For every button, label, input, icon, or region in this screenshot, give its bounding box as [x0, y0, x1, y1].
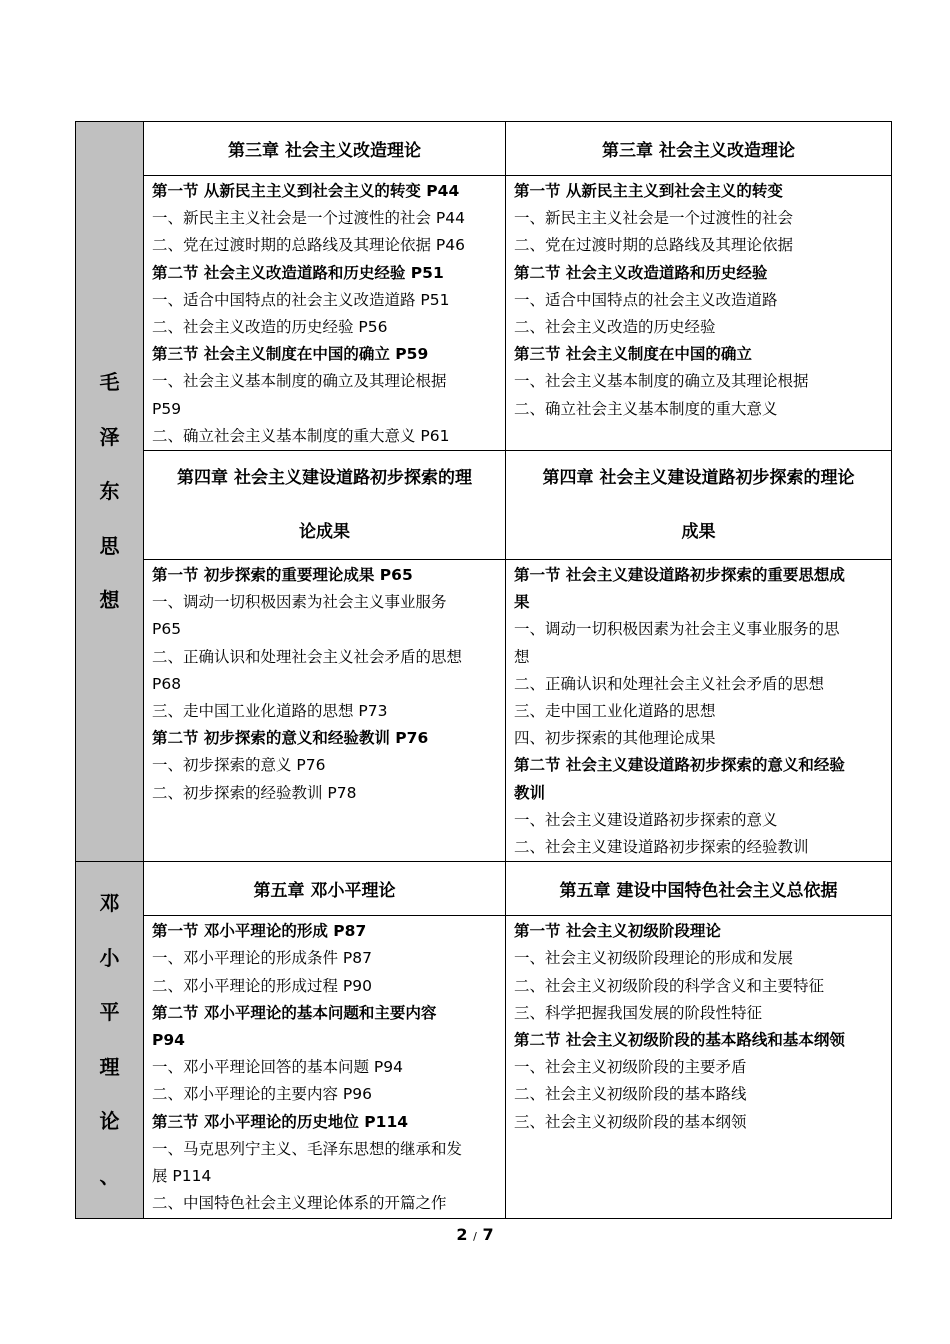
chapter3-right-content — [506, 176, 892, 451]
list-item: 二、社会主义初级阶段的科学含义和主要特征 — [514, 976, 825, 995]
list-item: 三、科学把握我国发展的阶段性特征 — [514, 1003, 763, 1022]
section-heading: 第二节 邓小平理论的基本问题和主要内容 — [152, 1003, 437, 1022]
section-heading: 第一节 社会主义建设道路初步探索的重要思想成 — [514, 566, 845, 585]
text-line: 成果 — [681, 522, 716, 543]
page-number — [0, 1225, 950, 1244]
list-item: 四、初步探索的其他理论成果 — [514, 729, 716, 748]
list-item: 一、社会主义初级阶段的主要矛盾 — [514, 1058, 747, 1077]
text-line: 邓 — [99, 891, 120, 916]
section-label-mao — [76, 122, 144, 862]
chapter4-left-title — [144, 451, 506, 560]
chapter-title-text: 第五章 邓小平理论 — [253, 881, 396, 902]
text-line: 东 — [99, 479, 120, 504]
list-item: 二、中国特色社会主义理论体系的开篇之作 — [152, 1194, 447, 1213]
outline-table — [75, 121, 892, 1219]
section-heading: P94 — [152, 1031, 185, 1050]
chapter5-right-title — [506, 862, 892, 916]
chapter3-left-title — [144, 122, 506, 176]
list-item: 想 — [514, 647, 530, 666]
list-item: 展 P114 — [152, 1167, 212, 1186]
list-item: 一、社会主义基本制度的确立及其理论根据 — [514, 372, 809, 391]
list-item: 一、社会主义初级阶段理论的形成和发展 — [514, 949, 794, 968]
chapter4-left-content — [144, 560, 506, 862]
list-item: 二、党在过渡时期的总路线及其理论依据 P46 — [152, 236, 465, 255]
list-item: 二、社会主义改造的历史经验 — [514, 318, 716, 337]
list-item: 二、社会主义改造的历史经验 P56 — [152, 318, 388, 337]
text-line: 想 — [99, 588, 120, 613]
text-line: 第四章 社会主义建设道路初步探索的理论 — [542, 468, 855, 489]
text-line: 平 — [99, 1000, 120, 1025]
list-item: P59 — [152, 399, 182, 418]
list-item: 二、社会主义建设道路初步探索的经验教训 — [514, 838, 809, 857]
text-line: 思 — [99, 533, 120, 558]
chapter-title-text: 第五章 建设中国特色社会主义总依据 — [559, 881, 838, 902]
section-heading: 教训 — [514, 783, 546, 802]
chapter4-right-title — [506, 451, 892, 560]
text-line: 毛 — [99, 370, 120, 395]
text-line: 论成果 — [299, 522, 350, 543]
list-item: 二、邓小平理论的主要内容 P96 — [152, 1085, 372, 1104]
list-item: 二、社会主义初级阶段的基本路线 — [514, 1085, 747, 1104]
list-item: 二、确立社会主义基本制度的重大意义 P61 — [152, 426, 450, 445]
section-heading: 第三节 邓小平理论的历史地位 P114 — [152, 1112, 409, 1131]
text-line: 、 — [99, 1163, 120, 1188]
text-line: 小 — [99, 945, 120, 970]
list-item: 二、正确认识和处理社会主义社会矛盾的思想 — [152, 647, 463, 666]
list-item: 一、邓小平理论回答的基本问题 P94 — [152, 1058, 403, 1077]
page-separator: / — [473, 1230, 477, 1243]
list-item: 二、党在过渡时期的总路线及其理论依据 — [514, 236, 794, 255]
list-item: 一、马克思列宁主义、毛泽东思想的继承和发 — [152, 1139, 463, 1158]
list-item: 二、初步探索的经验教训 P78 — [152, 783, 357, 802]
chapter-title-lines — [144, 451, 505, 559]
text-line: 理 — [99, 1054, 120, 1079]
section-heading: 第一节 初步探索的重要理论成果 P65 — [152, 566, 413, 585]
list-item: P68 — [152, 674, 182, 693]
list-item: 一、调动一切积极因素为社会主义事业服务的思 — [514, 620, 840, 639]
text-line: 第四章 社会主义建设道路初步探索的理 — [177, 468, 472, 489]
list-item: 一、初步探索的意义 P76 — [152, 756, 326, 775]
list-item: 二、确立社会主义基本制度的重大意义 — [514, 399, 778, 418]
section-heading: 第三节 社会主义制度在中国的确立 — [514, 345, 752, 364]
section-heading: 第一节 社会主义初级阶段理论 — [514, 922, 721, 941]
list-item: 一、调动一切积极因素为社会主义事业服务 — [152, 593, 447, 612]
chapter-title-text: 第三章 社会主义改造理论 — [602, 141, 795, 161]
section-heading: 第二节 初步探索的意义和经验教训 P76 — [152, 729, 429, 748]
chapter5-left-title — [144, 862, 506, 916]
list-item: 三、走中国工业化道路的思想 P73 — [152, 702, 388, 721]
list-item: 一、邓小平理论的形成条件 P87 — [152, 949, 372, 968]
chapter5-right-content — [506, 916, 892, 1218]
list-item: 一、社会主义基本制度的确立及其理论根据 — [152, 372, 447, 391]
section-heading: 第一节 邓小平理论的形成 P87 — [152, 922, 367, 941]
list-item: 一、适合中国特点的社会主义改造道路 — [514, 290, 778, 309]
section-label-chars — [76, 355, 143, 628]
section-heading: 第二节 社会主义建设道路初步探索的意义和经验 — [514, 756, 845, 775]
chapter-title-lines — [506, 451, 891, 559]
list-item: 三、走中国工业化道路的思想 — [514, 702, 716, 721]
list-item: P65 — [152, 620, 182, 639]
section-heading: 第二节 社会主义改造道路和历史经验 — [514, 263, 768, 282]
chapter-title-text: 第三章 社会主义改造理论 — [228, 141, 421, 161]
list-item: 二、邓小平理论的形成过程 P90 — [152, 976, 372, 995]
section-heading: 第三节 社会主义制度在中国的确立 P59 — [152, 345, 429, 364]
section-label-deng — [76, 862, 144, 1218]
chapter4-right-content — [506, 560, 892, 862]
list-item: 一、适合中国特点的社会主义改造道路 P51 — [152, 290, 450, 309]
chapter5-left-content — [144, 916, 506, 1218]
list-item: 一、社会主义建设道路初步探索的意义 — [514, 810, 778, 829]
section-heading: 果 — [514, 593, 530, 612]
text-line: 论 — [99, 1109, 120, 1134]
section-heading: 第一节 从新民主主义到社会主义的转变 P44 — [152, 182, 460, 200]
page-current: 2 — [456, 1225, 468, 1244]
chapter3-right-title — [506, 122, 892, 176]
list-item: 三、社会主义初级阶段的基本纲领 — [514, 1112, 747, 1131]
section-heading: 第二节 社会主义初级阶段的基本路线和基本纲领 — [514, 1031, 845, 1050]
list-item: 一、新民主主义社会是一个过渡性的社会 P44 — [152, 209, 465, 228]
list-item: 二、正确认识和处理社会主义社会矛盾的思想 — [514, 674, 825, 693]
section-heading: 第一节 从新民主主义到社会主义的转变 — [514, 182, 783, 200]
list-item: 一、新民主主义社会是一个过渡性的社会 — [514, 209, 794, 228]
chapter3-left-content — [144, 176, 506, 451]
section-heading: 第二节 社会主义改造道路和历史经验 P51 — [152, 263, 444, 282]
section-label-chars — [76, 876, 143, 1203]
page-total: 7 — [482, 1225, 494, 1244]
text-line: 泽 — [99, 424, 120, 449]
